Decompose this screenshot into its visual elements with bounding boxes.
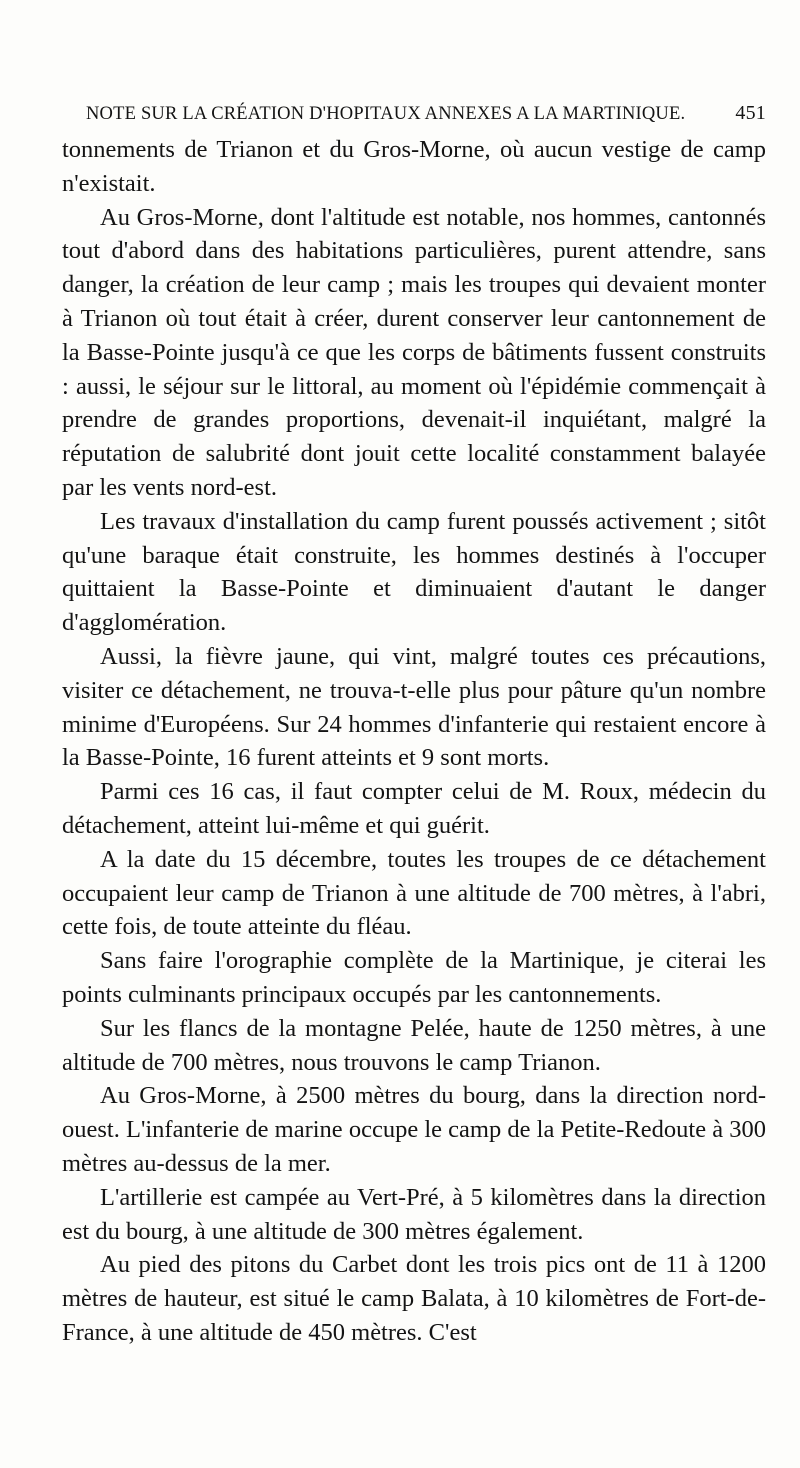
paragraph: A la date du 15 décembre, toutes les troupes de ce détachement occupaient leur camp de Trianon à une altitude de 700 mètres, à l'abri, cette fois, de toute atteinte du fléau. (62, 845, 766, 941)
paragraph-continuation: tonnements de Trianon et du Gros-Morne, où aucun vestige de camp n'existait. (62, 136, 766, 197)
body-text (62, 133, 766, 1350)
paragraph: Sur les flancs de la montagne Pelée, haute de 1250 mètres, à une altitude de 700 mètres, nous trouvons le camp Trianon. (62, 1014, 766, 1076)
paragraph: Au Gros-Morne, à 2500 mètres du bourg, dans la direction nord-ouest. L'infanterie de marine occupe le camp de la Petite-Redoute à 300 mètres au-dessus de la mer. (62, 1082, 766, 1177)
page-number: 451 (735, 102, 766, 124)
paragraph: L'artillerie est campée au Vert-Pré, à 5 kilomètres dans la direction est du bourg, à une altitude de 300 mètres également. (62, 1183, 766, 1245)
paragraph: Au Gros-Morne, dont l'altitude est notable, nos hommes, cantonnés tout d'abord dans des habitations particulières, purent attendre, sans danger, la création de leur camp ; mais les troupes qui devaient monter à Trianon où tout était à créer, durent conserver leur cantonnement de la Basse-Pointe jusqu'à ce que les corps de bâtiments fussent construits : aussi, le séjour sur le littoral, au moment où l'épidémie commençait à prendre de grandes proportions, devenait-il inquiétant, malgré la réputation de salubrité dont jouit cette localité constamment balayée par les vents nord-est. (62, 203, 766, 501)
paragraph: Parmi ces 16 cas, il faut compter celui de M. Roux, médecin du détachement, atteint lui-même et qui guérit. (62, 778, 766, 839)
paragraph: Sans faire l'orographie complète de la Martinique, je citerai les points culminants principaux occupés par les cantonnements. (62, 947, 766, 1008)
paragraph: Aussi, la fièvre jaune, qui vint, malgré toutes ces précautions, visiter ce détachement, ne trouva-t-elle plus pour pâture qu'un nombre minime d'Européens. Sur 24 hommes d'infanterie qui restaient encore à la Basse-Pointe, 16 furent atteints et 9 sont morts. (62, 642, 766, 772)
running-head (86, 102, 766, 132)
paragraph: Au pied des pitons du Carbet dont les trois pics ont de 11 à 1200 mètres de hauteur, est situé le camp Balata, à 10 kilomètres de Fort-de-France, à une altitude de 450 mètres. C'est (62, 1251, 766, 1346)
running-title: NOTE SUR LA CRÉATION D'HOPITAUX ANNEXES A LA MARTINIQUE. (86, 104, 686, 124)
paragraph: Les travaux d'installation du camp furent poussés activement ; sitôt qu'une baraque était construite, les hommes destinés à l'occuper quittaient la Basse-Pointe et diminuaient d'autant le danger d'agglomération. (62, 507, 766, 637)
